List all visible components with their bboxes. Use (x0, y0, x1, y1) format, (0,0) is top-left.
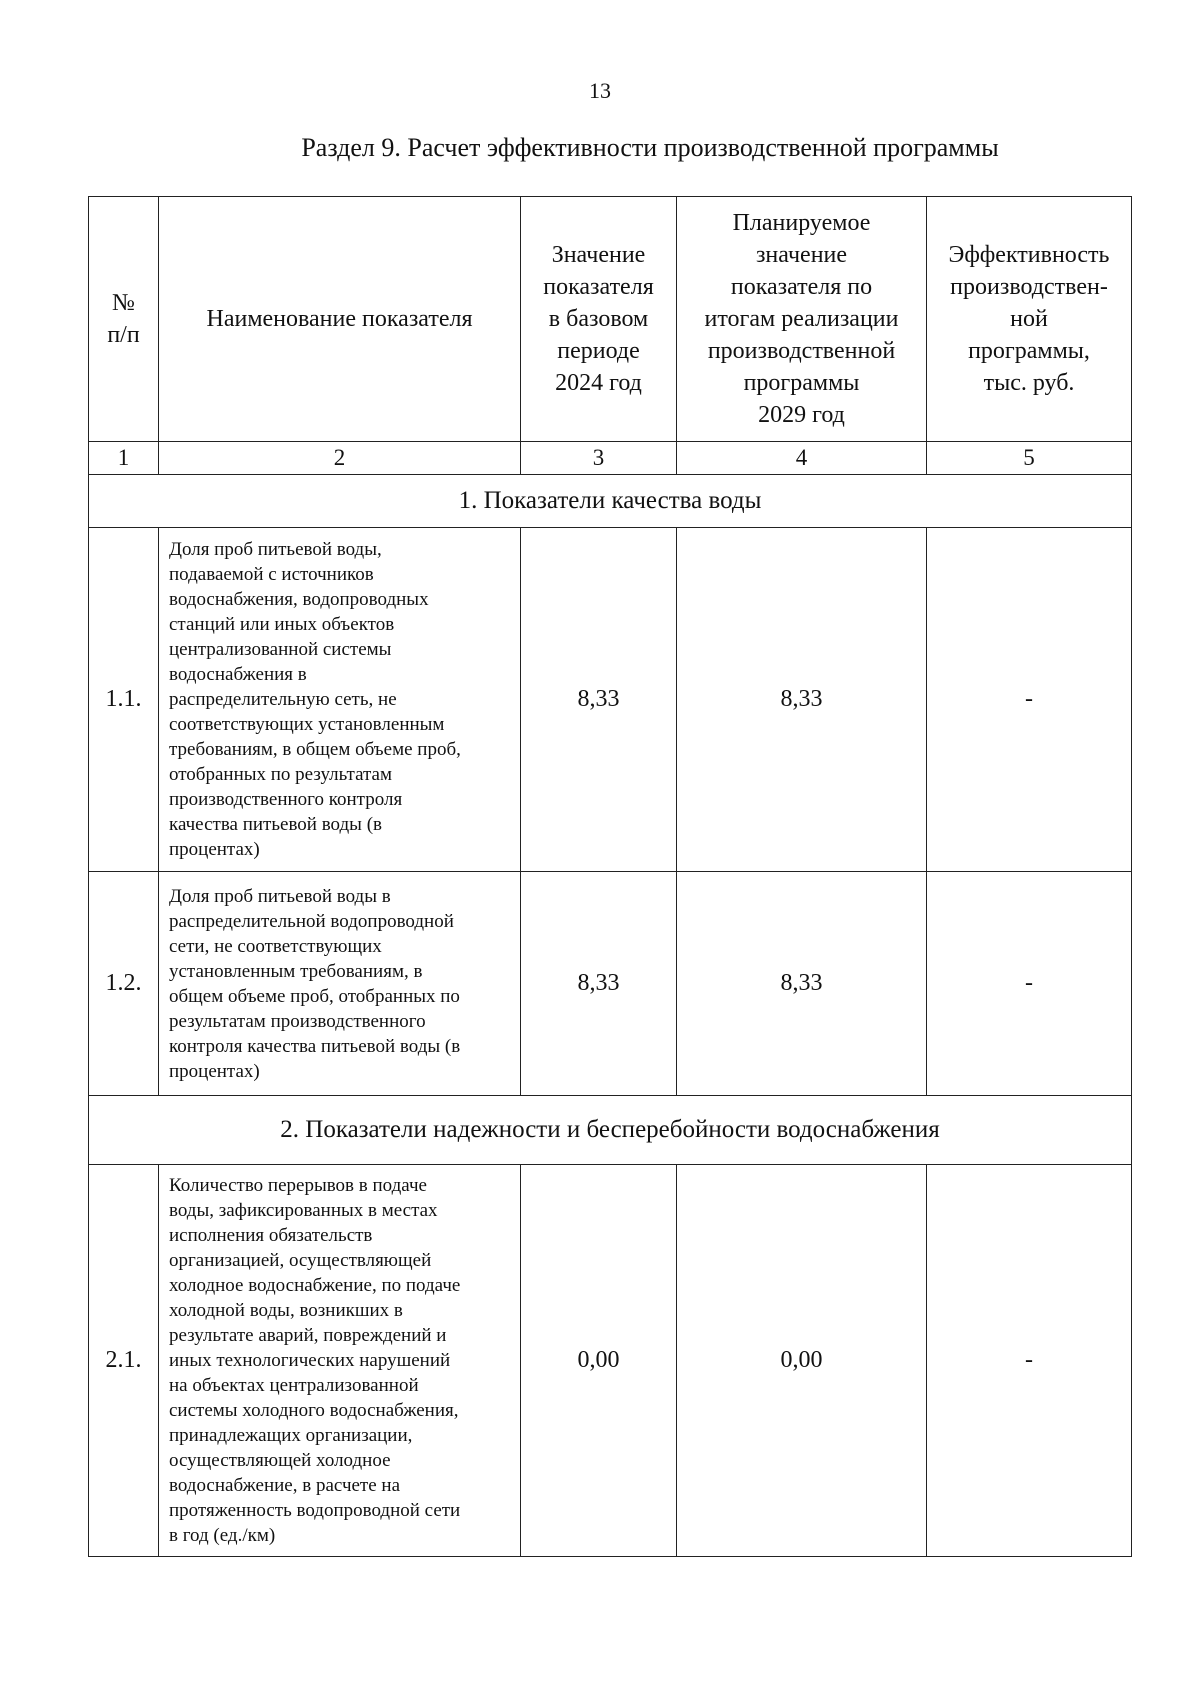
indicator-name: Доля проб питьевой воды в распределительной водопроводной сети, не соответствующих установленным требованиям, в общем объеме проб, отобранных по результатам производственного контроля качества питьевой воды (в процентах) (159, 872, 521, 1096)
planned-value: 8,33 (677, 528, 927, 872)
base-value: 8,33 (521, 872, 677, 1096)
planned-value: 8,33 (677, 872, 927, 1096)
section-heading-row (89, 1096, 1132, 1165)
table-row (89, 872, 1132, 1096)
page-number: 13 (589, 78, 611, 103)
header-cell: Наименование показателя (159, 197, 521, 442)
section-heading-row (89, 475, 1132, 528)
row-number: 1.2. (89, 872, 159, 1096)
section-heading: 2. Показатели надежности и бесперебойности водоснабжения (89, 1096, 1132, 1165)
row-number: 2.1. (89, 1165, 159, 1557)
column-number-cell: 1 (89, 442, 159, 475)
header-cell: № п/п (89, 197, 159, 442)
base-value: 8,33 (521, 528, 677, 872)
header-cell: Значение показателя в базовом периоде 2024 год (521, 197, 677, 442)
header-cell: Эффективность производствен- ной программы, тыс. руб. (927, 197, 1132, 442)
efficiency-value: - (927, 528, 1132, 872)
table-header-row (89, 197, 1132, 442)
column-number-cell: 4 (677, 442, 927, 475)
planned-value: 0,00 (677, 1165, 927, 1557)
base-value: 0,00 (521, 1165, 677, 1557)
table-row (89, 528, 1132, 872)
section-heading: 1. Показатели качества воды (89, 475, 1132, 528)
efficiency-value: - (927, 1165, 1132, 1557)
column-number-cell: 3 (521, 442, 677, 475)
column-number-cell: 2 (159, 442, 521, 475)
indicator-name: Доля проб питьевой воды, подаваемой с источников водоснабжения, водопроводных станций или иных объектов централизованной системы водоснабжения в распределительную сеть, не соответствующих установленным требованиям, в общем объеме проб, отобранных по результатам производственного контроля качества питьевой воды (в процентах) (159, 528, 521, 872)
efficiency-value: - (927, 872, 1132, 1096)
column-number-row (89, 442, 1132, 475)
efficiency-table (88, 196, 1132, 1557)
row-number: 1.1. (89, 528, 159, 872)
indicator-name: Количество перерывов в подаче воды, зафиксированных в местах исполнения обязательств организацией, осуществляющей холодное водоснабжение, по подаче холодной воды, возникших в результате аварий, повреждений и иных технологических нарушений на объектах централизованной системы холодного водоснабжения, принадлежащих организации, осуществляющей холодное водоснабжение, в расчете на протяженность водопроводной сети в год (ед./км) (159, 1165, 521, 1557)
header-cell: Планируемое значение показателя по итогам реализации производственной программы 2029 год (677, 197, 927, 442)
column-number-cell: 5 (927, 442, 1132, 475)
table-row (89, 1165, 1132, 1557)
section-title: Раздел 9. Расчет эффективности производственной программы (301, 133, 999, 162)
